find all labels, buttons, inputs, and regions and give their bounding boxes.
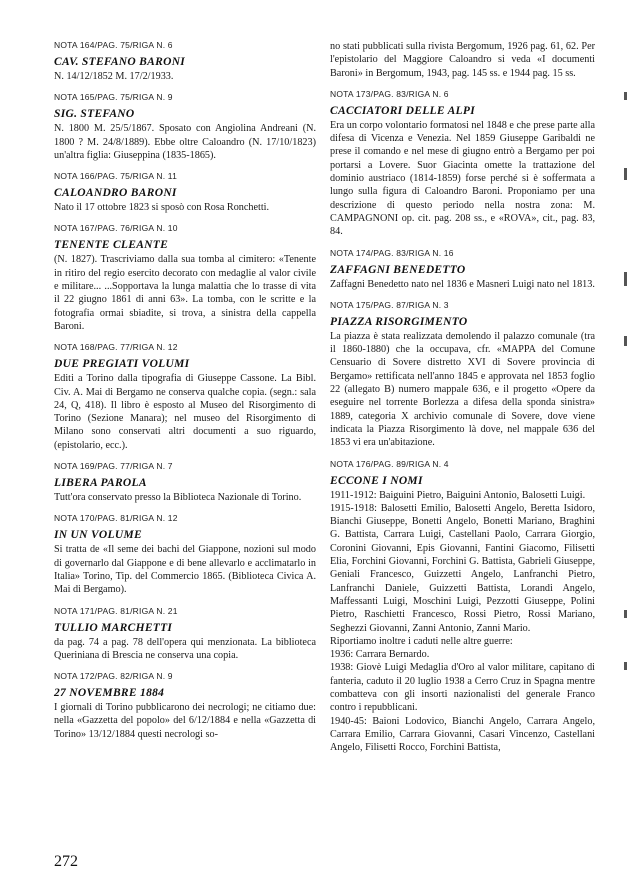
- scan-edge-mark: [624, 168, 627, 180]
- note: [54, 513, 316, 596]
- note-reference: NOTA 176/PAG. 89/RIGA N. 4: [330, 458, 449, 469]
- scan-edge-mark: [624, 92, 627, 100]
- note-reference: NOTA 170/PAG. 81/RIGA N. 12: [54, 513, 178, 524]
- note-body: Era un corpo volontario formatosi nel 1848 e che prese parte alla difesa di Vicenza e Venezia. Nel 1859 Giuseppe Garibaldi ne prese il comando e nel mese di giugno entrò a Bergamo per poi portarsi a Lovere. Suor Giacinta omette la trattazione del dominio austriaco (1814-1859) forse perché si è soffermata a lungo sulla figura di Caloandro Baroni. Proponiamo per una descrizione di questo periodo nella nostra zona: M. CAMPAGNONI op. cit. pag. 208 ss., e «ROVA», cit., pag. 83, 84.: [330, 119, 595, 238]
- note: [54, 92, 316, 162]
- note-body: N. 14/12/1852 M. 17/2/1933.: [54, 71, 174, 82]
- note-body: Editi a Torino dalla tipografia di Giuseppe Cassone. La Bibl. Civ. A. Mai di Bergamo ne conserva qualche copia. (segn.: sala 24, Q, 418). Il libro è esposto al Museo del Risorgimento di Torino (Sezione Manara); nel museo del Risorgimento di Milano sono conservati altri documenti a suo riguardo, (epistolario, ecc.).: [54, 373, 316, 451]
- note-reference: NOTA 165/PAG. 75/RIGA N. 9: [54, 92, 173, 103]
- note-title: CAV. STEFANO BARONI: [54, 56, 186, 68]
- note-reference: NOTA 167/PAG. 76/RIGA N. 10: [54, 223, 178, 234]
- note: [54, 171, 316, 214]
- note-body: Nato il 17 ottobre 1823 si sposò con Rosa Ronchetti.: [54, 202, 270, 214]
- scan-edge-mark: [624, 662, 627, 670]
- note-reference: NOTA 174/PAG. 83/RIGA N. 16: [330, 247, 454, 258]
- note-title: DUE PREGIATI VOLUMI: [54, 358, 190, 371]
- note-title: CACCIATORI DELLE ALPI: [330, 104, 475, 117]
- note-reference: NOTA 175/PAG. 87/RIGA N. 3: [330, 299, 449, 310]
- note: [330, 300, 595, 450]
- note-title: ECCONE I NOMI: [330, 474, 423, 487]
- note-title: LIBERA PAROLA: [54, 477, 147, 490]
- note-reference: NOTA 169/PAG. 77/RIGA N. 7: [54, 461, 173, 472]
- note-body: 1936: Carrara Bernardo.: [330, 649, 430, 661]
- note-body: no stati pubblicati sulla rivista Bergomum, 1926 pag. 61, 62. Per l'epistolario del Maggiore Caloandro si veda «I documenti Baroni» in Bergomum, 1943, pag. 145 ss. e 1944 pag. 15 ss.: [330, 41, 595, 79]
- right-column: [330, 40, 595, 763]
- note-title: TENENTE CLEANTE: [54, 239, 169, 252]
- note-body: Si tratta de «Il seme dei bachi del Giappone, nozioni sul modo di governarlo dal Giappone e di bene allevarlo e acclimatarlo in Italia» Torino, Tip. del Commercio 1865. (Biblioteca Civica A. Mai di Bergamo).: [54, 544, 316, 596]
- note-body: 1911-1912: Baiguini Pietro, Baiguini Antonio, Balosetti Luigi.: [330, 489, 586, 501]
- scan-edge-mark: [624, 272, 627, 286]
- page-number: 272: [54, 853, 78, 870]
- note: [54, 40, 316, 83]
- scan-edge-mark: [624, 610, 627, 618]
- note-reference: NOTA 166/PAG. 75/RIGA N. 11: [54, 171, 178, 182]
- note-body: 1940-45: Baioni Lodovico, Bianchi Angelo, Carrara Angelo, Carrara Emilio, Carrara Giovanni, Casari Vincenzo, Castellani Angelo, Filisetti Rocco, Forchini Battista,: [330, 715, 595, 754]
- note-body: I giornali di Torino pubblicarono dei necrologi; ne citiamo due: nella «Gazzetta del popolo» del 6/12/1884 e nella «Gazzetta di Torino» 13/12/1884 questi necrologi so-: [54, 702, 316, 740]
- note-title: ZAFFAGNI BENEDETTO: [330, 263, 466, 276]
- note-body: Zaffagni Benedetto nato nel 1836 e Masneri Luigi nato nel 1813.: [330, 278, 595, 290]
- note-title: SIG. STEFANO: [54, 108, 135, 121]
- note-body: 1938: Giovè Luigi Medaglia d'Oro al valor militare, capitano di fanteria, caduto il 20 luglio 1938 a Cerro Cruz in Spagna mentre combatteva con gli insorti nazionalisti del generale Franco contro i repubblicani.: [330, 662, 595, 714]
- note-title: 27 NOVEMBRE 1884: [54, 687, 165, 700]
- note: [54, 671, 316, 741]
- note-body: da pag. 74 a pag. 78 dell'opera qui menzionata. La biblioteca Queriniana di Brescia ne conserva una copia.: [54, 636, 316, 661]
- note: [330, 89, 595, 239]
- note-title: CALOANDRO BARONI: [54, 187, 177, 200]
- note-reference: NOTA 164/PAG. 75/RIGA N. 6: [54, 40, 173, 50]
- note-body: (N. 1827). Trascriviamo dalla sua tomba al cimitero: «Tenente in ritiro del regio esercito decorato con medaglie al valor civile e militare... ...Sopportava la lunga malattia che lo trasse di vita il 22 giugno 1861 di anni 63». La tomba, con le scritte e la fotografia ormai sbiadite, si trova, a sinistra della cappella Baroni.: [54, 254, 316, 332]
- note: [54, 461, 316, 504]
- note-body: Tutt'ora conservato presso la Biblioteca Nazionale di Torino.: [54, 492, 302, 504]
- note-reference: NOTA 168/PAG. 77/RIGA N. 12: [54, 342, 178, 353]
- scan-edge-mark: [624, 336, 627, 346]
- note-title: IN UN VOLUME: [54, 529, 142, 542]
- note: [330, 459, 595, 755]
- note-reference: NOTA 173/PAG. 83/RIGA N. 6: [330, 88, 449, 99]
- note-reference: NOTA 172/PAG. 82/RIGA N. 9: [54, 671, 173, 682]
- left-column: [54, 40, 316, 750]
- note-body: N. 1800 M. 25/5/1867. Sposato con Angiolina Andreani (N. 1800 ? M. 24/8/1889). Ebbe oltre Caloandro (N. 17/10/1823) un'altra figlia: Giuseppina (1835-1865).: [54, 123, 316, 161]
- note: [330, 248, 595, 291]
- note: [54, 606, 316, 663]
- note-title: PIAZZA RISORGIMENTO: [330, 315, 468, 328]
- note-body: 1915-1918: Balosetti Emilio, Balosetti Angelo, Beretta Isidoro, Bianchi Giuseppe, Bonetti Angelo, Bonetti Mariano, Braghini G. Battista, Carrara Luigi, Castellani Paolo, Carrara Giorgio, Coronini Giovanni, Epis Giovanni, Fantini Giacomo, Filisetti Elia, Forchini Giovanni, Forchini G. Battista, Gabrieli Giuseppe, Geniali Francesco, Guizzetti Angelo, Lanfranchi Pietro, Lanfranchi Daniele, Guizzetti Battista, Lorandi Angelo, Maffessanti Luigi, Moschini Luigi, Pezzotti Giuseppe, Polini Pietro, Raschietti Francesco, Rossi Pietro, Rossi Mariano, Seghezzi Giovanni, Zanni Antonio, Zanni Mario.: [330, 502, 595, 634]
- note: [330, 40, 595, 80]
- note-body: Riportiamo inoltre i caduti nelle altre guerre:: [330, 635, 513, 647]
- note: [54, 342, 316, 452]
- note-title: TULLIO MARCHETTI: [54, 621, 173, 634]
- note-body: La piazza è stata realizzata demolendo il palazzo comunale (tra il 1860-1880) che la occupava, cfr. «MAPPA del Comune Censuario di Sovere distretto XVI di Sovere provincia di Bergamo» rettificata nell'anno 1845 e approvata nel 1853 foglio 22 (allegato B) numero mappale 636, e il progetto «Opere da eseguire nel torrente Borlezza a difesa della sponda sinistra» 1889, categoria X archivio comunale di Sovere, dove viene indicata la Piazza Risorgimento là dove, nel mappale 636 del 1853 vi era un'abitazione.: [330, 330, 595, 449]
- note-reference: NOTA 171/PAG. 81/RIGA N. 21: [54, 605, 178, 616]
- note: [54, 223, 316, 333]
